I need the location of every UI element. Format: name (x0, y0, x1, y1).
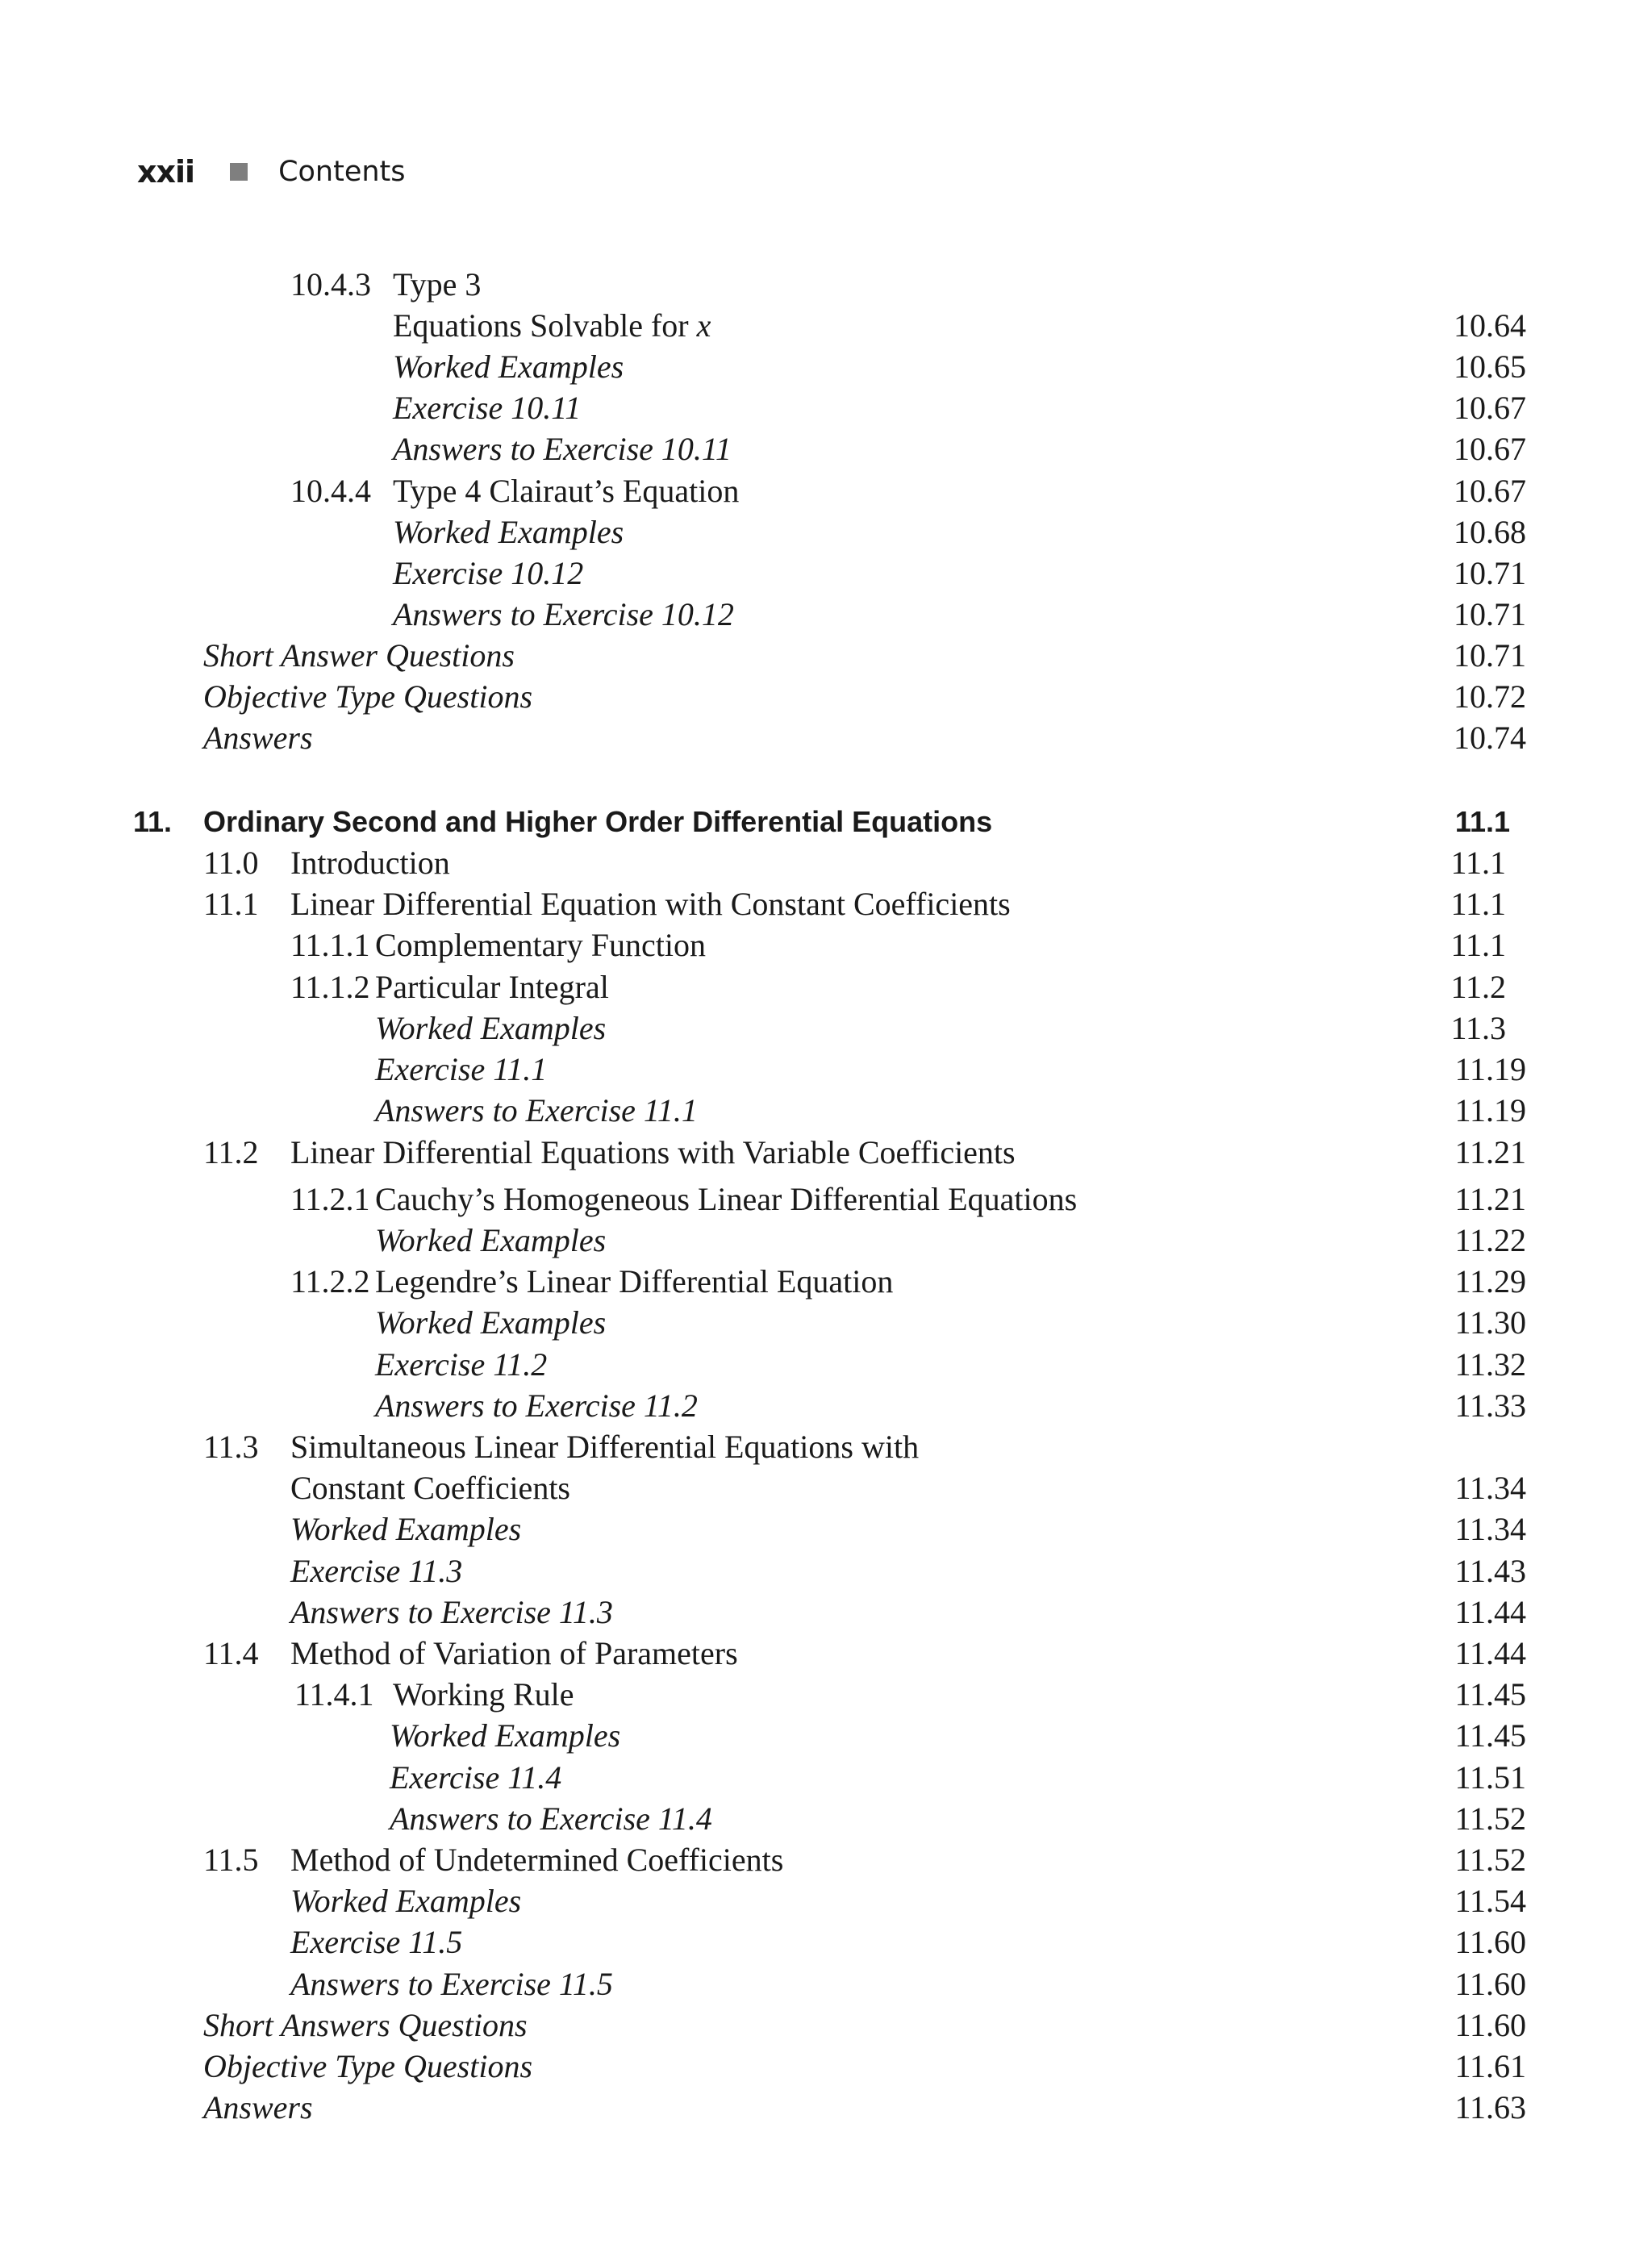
toc-page-number: 11.1 (1450, 927, 1506, 963)
toc-page-number: 11.19 (1454, 1092, 1526, 1128)
toc-entry-title: Objective Type Questions (203, 2048, 533, 2084)
toc-row (0, 305, 1526, 346)
toc-page-number: 11.45 (1454, 1717, 1526, 1754)
toc-page-number: 11.63 (1454, 2089, 1526, 2126)
toc-page-number: 11.22 (1454, 1222, 1526, 1258)
toc-entry-title: Worked Examples (375, 1222, 607, 1258)
toc-page-number: 11.3 (1450, 1010, 1506, 1046)
toc-page-number: 11.30 (1454, 1304, 1526, 1341)
toc-page-number: 10.65 (1454, 348, 1526, 385)
toc-entry-title: Ordinary Second and Higher Order Differential Equations (203, 805, 993, 838)
toc-row (0, 1798, 1526, 1839)
toc-row (0, 1508, 1526, 1550)
toc-section-number: 11.3 (203, 1429, 259, 1465)
toc-page-number: 10.71 (1454, 596, 1526, 632)
toc-section-number: 11.2.2 (290, 1263, 370, 1300)
toc-entry-title: Exercise 10.12 (393, 555, 584, 591)
toc-row (0, 1550, 1526, 1592)
toc-row (0, 635, 1526, 676)
toc-section-number: 11.5 (203, 1842, 259, 1878)
toc-entry-title: Exercise 11.1 (375, 1051, 548, 1087)
toc-row (0, 1261, 1526, 1302)
toc-page-number: 11.52 (1454, 1800, 1526, 1837)
toc-row (0, 1426, 1526, 1467)
toc-row (0, 1008, 1506, 1049)
toc-entry-title: Complementary Function (375, 927, 706, 963)
toc-row (0, 1839, 1526, 1880)
toc-page-number: 11.52 (1454, 1842, 1526, 1878)
toc-row (0, 470, 1526, 511)
toc-entry-title: Answers to Exercise 11.2 (375, 1387, 698, 1424)
toc-entry-title: Legendre’s Linear Differential Equation (375, 1263, 894, 1300)
toc-page-number: 10.67 (1454, 390, 1526, 426)
toc-entry-title: Answers to Exercise 11.1 (375, 1092, 698, 1128)
toc-entry-title: Worked Examples (290, 1883, 522, 1919)
toc-entry-title: Exercise 10.11 (393, 390, 582, 426)
toc-section-number: 11.1.2 (290, 969, 370, 1005)
toc-row (0, 924, 1506, 966)
toc-section-number: 11.4.1 (294, 1676, 374, 1713)
toc-page-number: 11.1 (1454, 805, 1510, 838)
toc-page-number: 10.64 (1454, 307, 1526, 344)
toc-entry-title: Constant Coefficients (290, 1470, 570, 1506)
toc-entry-title: Introduction (290, 845, 450, 881)
toc-section-number: 11.1.1 (290, 927, 370, 963)
toc-page-number: 11.45 (1454, 1676, 1526, 1713)
toc-row (0, 1049, 1526, 1090)
toc-row (0, 264, 1526, 305)
toc-row (0, 842, 1506, 883)
toc-page-number: 10.74 (1454, 720, 1526, 756)
toc-row (0, 1674, 1526, 1715)
toc-entry-title: Answers to Exercise 10.12 (393, 596, 734, 632)
toc-page-number: 11.60 (1454, 1924, 1526, 1960)
toc-page-number: 10.71 (1454, 637, 1526, 674)
toc-page-number: 11.51 (1454, 1759, 1526, 1796)
toc-row (0, 511, 1526, 553)
toc-page-number: 11.29 (1454, 1263, 1526, 1300)
toc-row (0, 1220, 1526, 1261)
toc-row (0, 1963, 1526, 2005)
toc-page-number: 11.19 (1454, 1051, 1526, 1087)
toc-entry-title: Simultaneous Linear Differential Equations with (290, 1429, 920, 1465)
toc-row (0, 1633, 1526, 1674)
toc-entry-title: Answers to Exercise 11.3 (290, 1594, 613, 1630)
toc-entry-title: Worked Examples (375, 1010, 607, 1046)
toc-section-number: 11.1 (203, 886, 259, 922)
toc-entry-title: Objective Type Questions (203, 678, 533, 715)
toc-chapter-row (0, 801, 1510, 842)
toc-row (0, 1880, 1526, 1921)
toc-entry-title: Linear Differential Equation with Constant Coefficients (290, 886, 1011, 922)
toc-page-number: 11.44 (1454, 1594, 1526, 1630)
toc-entry-title: Worked Examples (375, 1304, 607, 1341)
toc-entry-title: Exercise 11.4 (390, 1759, 562, 1796)
toc-page-number: 10.68 (1454, 514, 1526, 550)
toc-entry-title: Exercise 11.2 (375, 1346, 548, 1383)
toc-entry-title: Answers (203, 2089, 313, 2126)
toc-page-number: 11.32 (1454, 1346, 1526, 1383)
running-title: Contents (278, 156, 406, 188)
toc-entry-title: Worked Examples (393, 514, 624, 550)
toc-entry-title: Answers to Exercise 10.11 (393, 431, 732, 467)
toc-page-number: 10.71 (1454, 555, 1526, 591)
toc-row (0, 1302, 1526, 1343)
toc-entry-title: Particular Integral (375, 969, 609, 1005)
toc-entry-title: Worked Examples (393, 348, 624, 385)
toc-page-number: 11.34 (1454, 1470, 1526, 1506)
toc-page-number: 11.1 (1450, 845, 1506, 881)
toc-page-number: 11.61 (1454, 2048, 1526, 2084)
toc-page-number: 10.72 (1454, 678, 1526, 715)
toc-page-number: 11.34 (1454, 1511, 1526, 1547)
toc-entry-title: Short Answers Questions (203, 2007, 528, 2043)
toc-row (0, 1715, 1526, 1756)
toc-row (0, 2005, 1526, 2046)
toc-section-number: 11.2 (203, 1134, 259, 1170)
toc-entry-title: Cauchy’s Homogeneous Linear Differential Equations (375, 1181, 1078, 1217)
toc-row (0, 1344, 1526, 1385)
toc-row (0, 346, 1526, 387)
toc-row (0, 717, 1526, 758)
toc-page-number: 11.60 (1454, 2007, 1526, 2043)
toc-entry-title: Answers to Exercise 11.4 (390, 1800, 712, 1837)
page-number: xxii (137, 154, 195, 190)
toc-page-number: 11.21 (1454, 1181, 1526, 1217)
toc-entry-title: Worked Examples (390, 1717, 621, 1754)
toc-section-number: 11.4 (203, 1635, 259, 1671)
toc-page-number: 11.43 (1454, 1553, 1526, 1589)
toc-entry-title: Type 3 (393, 266, 482, 302)
toc-entry-title: Method of Variation of Parameters (290, 1635, 738, 1671)
toc-row (0, 1921, 1526, 1963)
toc-page-number: 11.54 (1454, 1883, 1526, 1919)
toc-section-number: 10.4.4 (290, 473, 371, 509)
toc-row (0, 387, 1526, 428)
toc-entry-title: Answers to Exercise 11.5 (290, 1966, 613, 2002)
toc-row (0, 1757, 1526, 1798)
toc-entry-title: Answers (203, 720, 313, 756)
toc-row (0, 676, 1526, 717)
toc-section-number: 11. (133, 805, 173, 838)
toc-section-number: 11.2.1 (290, 1181, 370, 1217)
toc-entry-title: Exercise 11.5 (290, 1924, 463, 1960)
toc-page-number: 10.67 (1454, 473, 1526, 509)
toc-page-number: 11.44 (1454, 1635, 1526, 1671)
toc-row (0, 428, 1526, 469)
toc-row (0, 1132, 1526, 1173)
toc-entry-title: Exercise 11.3 (290, 1553, 463, 1589)
toc-row (0, 883, 1506, 924)
toc-entry-title: Worked Examples (290, 1511, 522, 1547)
toc-page-number: 10.67 (1454, 431, 1526, 467)
toc-section-number: 11.0 (203, 845, 259, 881)
toc-entry-title: Linear Differential Equations with Variable Coefficients (290, 1134, 1016, 1170)
toc-row (0, 1090, 1526, 1131)
toc-page-number: 11.33 (1454, 1387, 1526, 1424)
toc-page-number: 11.1 (1450, 886, 1506, 922)
toc-section-number: 10.4.3 (290, 266, 371, 302)
toc-row (0, 1385, 1526, 1426)
toc-entry-title: Working Rule (393, 1676, 574, 1713)
toc-row (0, 1179, 1526, 1220)
toc-row (0, 2087, 1526, 2128)
toc-row (0, 1467, 1526, 1508)
toc-row (0, 966, 1506, 1008)
toc-row (0, 594, 1526, 635)
toc-page-number: 11.21 (1454, 1134, 1526, 1170)
toc-entry-title: Method of Undetermined Coefficients (290, 1842, 784, 1878)
toc-page-number: 11.2 (1450, 969, 1506, 1005)
toc-row (0, 553, 1526, 594)
toc-page-number: 11.60 (1454, 1966, 1526, 2002)
toc-row (0, 2046, 1526, 2087)
toc-entry-title: Equations Solvable for x (393, 307, 711, 344)
toc-row (0, 1592, 1526, 1633)
toc-entry-title: Type 4 Clairaut’s Equation (393, 473, 740, 509)
toc-entry-title: Short Answer Questions (203, 637, 515, 674)
